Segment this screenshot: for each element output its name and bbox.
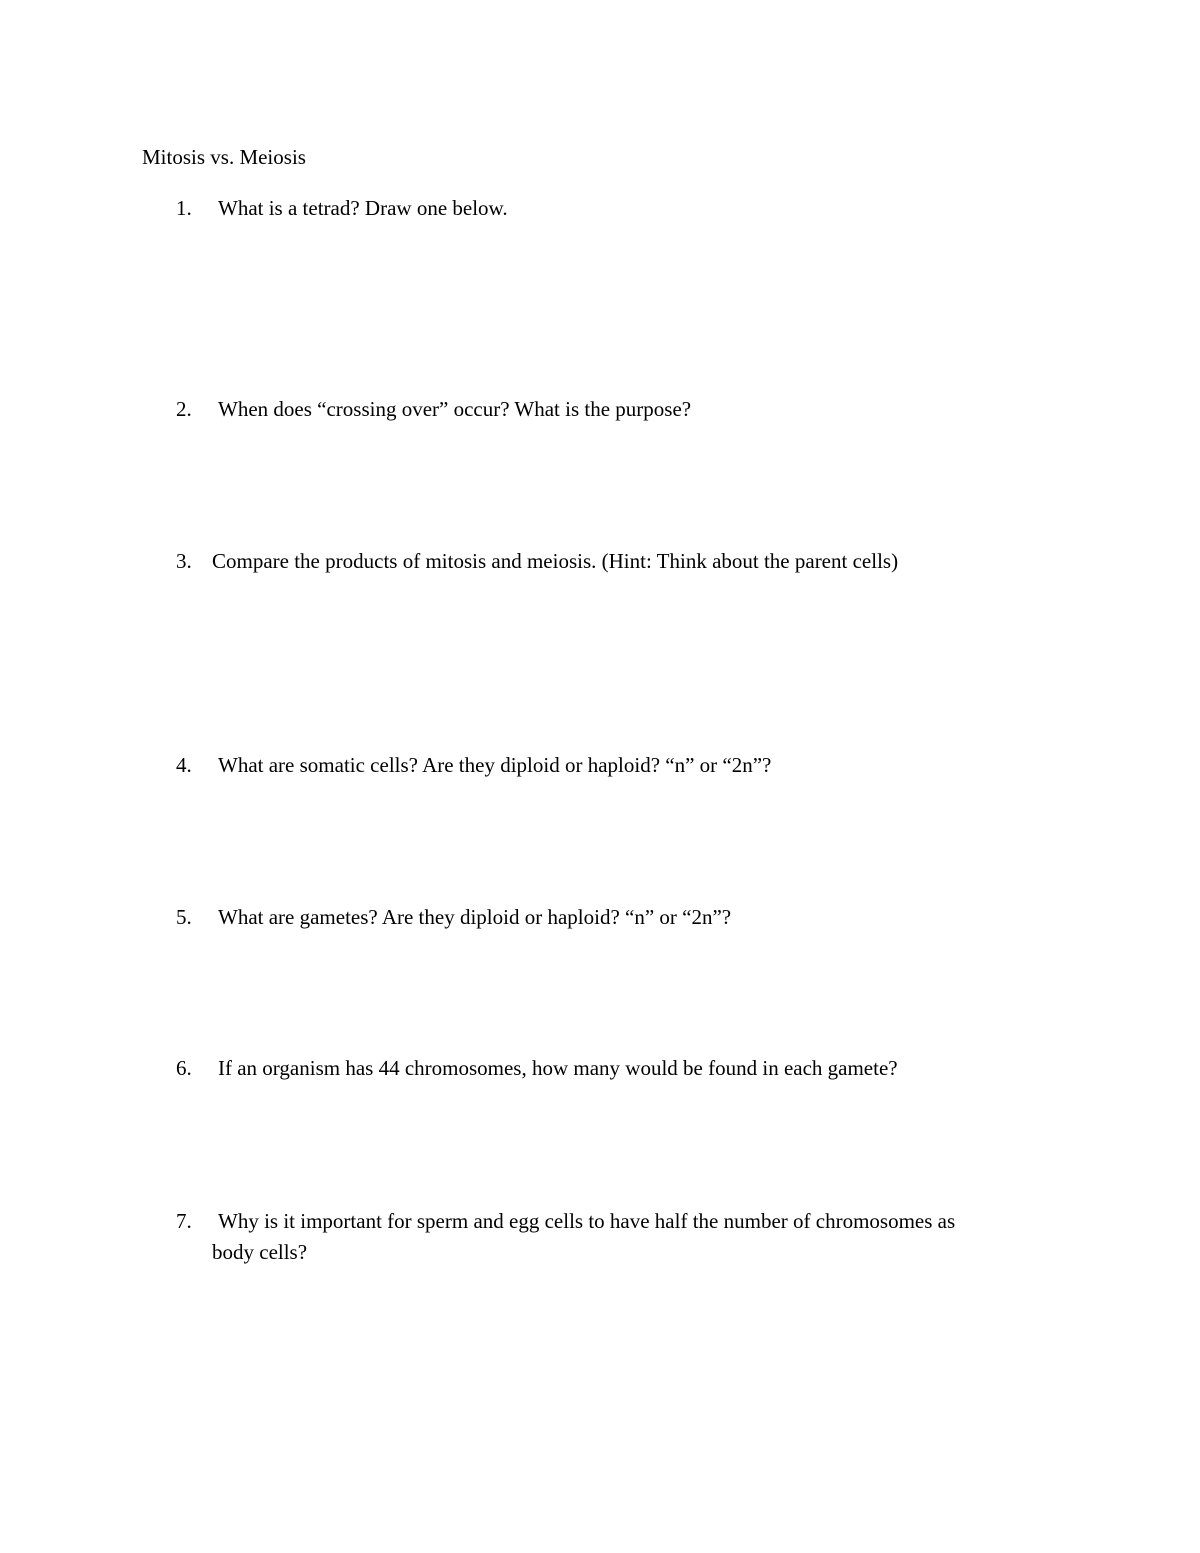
- question-text: If an organism has 44 chromosomes, how many would be found in each gamete?: [218, 1056, 898, 1080]
- question-text: Compare the products of mitosis and meiosis. (Hint: Think about the parent cells): [212, 549, 899, 573]
- question-number: 7.: [176, 1209, 192, 1233]
- question-text: Why is it important for sperm and egg cells to have half the number of chromosomes as: [218, 1209, 956, 1233]
- question-number: 1.: [176, 196, 192, 220]
- question-number: 2.: [176, 397, 192, 421]
- question-text: What is a tetrad? Draw one below.: [218, 196, 508, 220]
- question-text-continuation: body cells?: [212, 1240, 308, 1264]
- question-text: What are somatic cells? Are they diploid or haploid? “n” or “2n”?: [218, 753, 772, 777]
- question-number: 4.: [176, 753, 192, 777]
- question-text: What are gametes? Are they diploid or haploid? “n” or “2n”?: [218, 905, 732, 929]
- question-number: 5.: [176, 905, 192, 929]
- page-title: Mitosis vs. Meiosis: [142, 145, 306, 169]
- question-text: When does “crossing over” occur? What is the purpose?: [218, 397, 692, 421]
- question-number: 6.: [176, 1056, 192, 1080]
- question-number: 3.: [176, 549, 192, 573]
